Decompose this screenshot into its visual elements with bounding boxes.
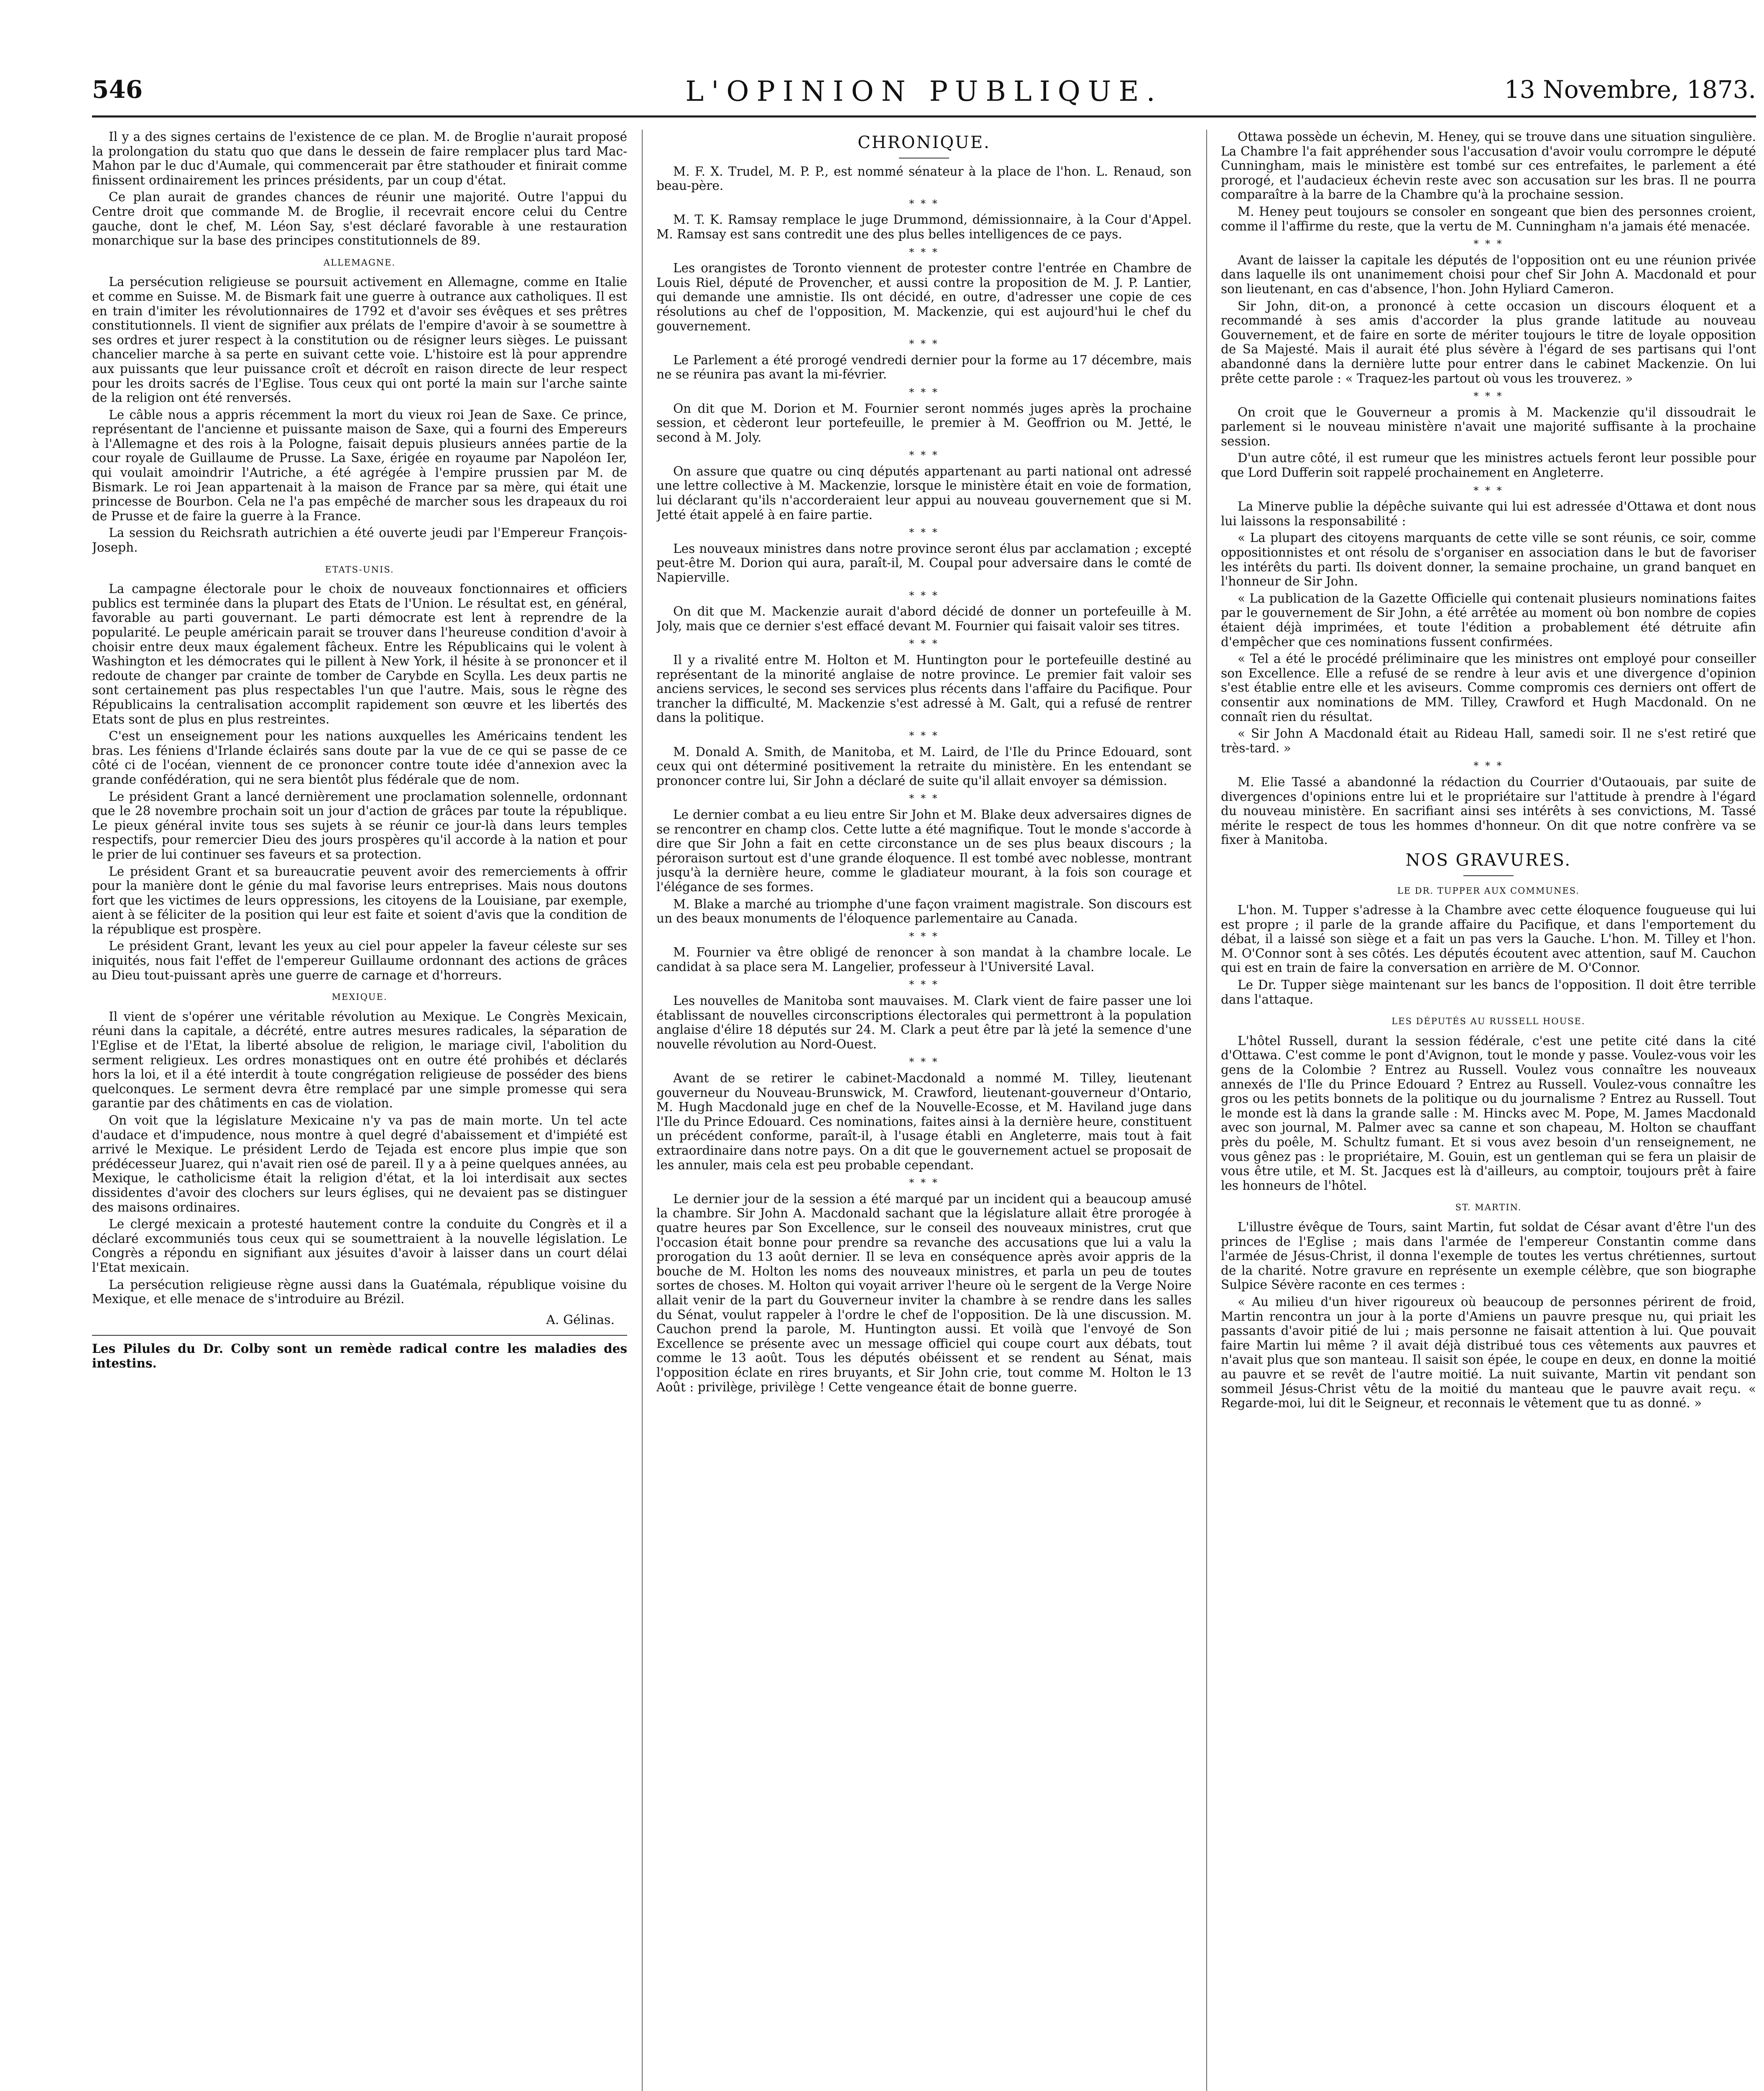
- news-item: Il y a rivalité entre M. Holton et M. Huntington pour le portefeuille destiné au représentant de la minorité anglaise de notre province. Le premier fait valoir ses anciens services, le second ses services plus récents dans l'affaire du Pacifique. Pour trancher la difficulté, M. Mackenzie s'est adressé à M. Galt, qui a refusé de rentrer dans la politique.: [656, 653, 1192, 725]
- asterism: * * *: [1473, 390, 1504, 402]
- paragraph: Le clergé mexicain a protesté hautement contre la conduite du Congrès et il a déclaré excommuniés tous ceux qui se soumettraient à la nouvelle législation. Le Congrès a répondu en signifiant aux jésuites d'avoir à laisser dans un court délai l'Etat mexicain.: [92, 1217, 627, 1275]
- asterism: * * *: [909, 638, 939, 650]
- paragraph: La campagne électorale pour le choix de nouveaux fonctionnaires et officiers publics est terminée dans la plupart des Etats de l'Union. Le résultat est, en général, favorable au parti gouvernant. Le parti démocrate est lent à reprendre de la popularité. Le peuple américain parait se trouver dans l'heureuse condition d'avoir à choisir entre deux maux également fâcheux. Entre les Républicains qui le volent à Washington et les démocrates qui le pillent à New York, il hésite à se prononcer et il redoute de changer par crainte de tomber de Carybde en Scylla. Les deux partis ne sont certainement pas plus respectables l'un que l'autre. Mais, sous le règne des Républicains la centralisation accomplit rapidement son œuvre et les libertés des Etats sont de plus en plus restreintes.: [92, 582, 627, 726]
- quoted-dispatch: « Sir John A Macdonald était au Rideau Hall, samedi soir. Il ne s'est retiré que très-tard. »: [1221, 726, 1756, 755]
- page-number: 546: [92, 75, 143, 104]
- news-item: On dit que M. Dorion et M. Fournier seront nommés juges après la prochaine session, et cèderont leur portefeuille, le premier à M. Geoffrion ou M. Jetté, le second à M. Joly.: [656, 401, 1192, 445]
- quoted-dispatch: « Tel a été le procédé préliminaire que les ministres ont employé pour conseiller son Excellence. Elle a refusé de se rendre à leur avis et une divergence d'opinion s'est établie entre elle et les aviseurs. Comme compromis ces derniers ont offert de consentir aux nominations de MM. Tilley, Crawford et Hugh Macdonald. On ne connaît rien du résultat.: [1221, 652, 1756, 724]
- paragraph: La session du Reichsrath autrichien a été ouverte jeudi par l'Empereur François-Joseph.: [92, 526, 627, 555]
- paragraph: L'hon. M. Tupper s'adresse à la Chambre avec cette éloquence fougueuse qui lui est propre ; il parle de la grande affaire du Pacifique, et dans l'emportement du débat, il a laissé son siège et a fait un pas vers la Gauche. L'hon. M. Tilley et l'hon. M. O'Connor sont à ses côtés. Les députés écoutent avec attention, sauf M. Cauchon qui est en train de faire la conversation en arrière de M. O'Connor.: [1221, 903, 1756, 975]
- paragraph: C'est un enseignement pour les nations auxquelles les Américains tendent les bras. Les féniens d'Irlande éclairés sans doute par la vue de ce qui se passe de ce côté ci de l'océan, viennent de ce prononcer contre toute idée d'annexion avec la grande confédération, qui ne sera bientôt plus fédérale que de nom.: [92, 729, 627, 787]
- news-item: M. F. X. Trudel, M. P. P., est nommé sénateur à la place de l'hon. L. Renaud, son beau-père.: [656, 164, 1192, 193]
- news-item: Les nouveaux ministres dans notre province seront élus par acclamation ; excepté peut-être M. Dorion qui aura, paraît-il, M. Coupal pour adversaire dans le comté de Napierville.: [656, 541, 1192, 585]
- subheading-st-martin: ST. MARTIN.: [1455, 1202, 1522, 1213]
- short-rule: [1463, 875, 1514, 876]
- news-item: M. Fournier va être obligé de renoncer à son mandat à la chambre locale. Le candidat à sa place sera M. Langelier, professeur à l'Université Laval.: [656, 945, 1192, 974]
- news-item: D'un autre côté, il est rumeur que les ministres actuels feront leur possible pour que Lord Dufferin soit rappelé prochainement en Angleterre.: [1221, 451, 1756, 480]
- newspaper-page: [92, 75, 1756, 2091]
- paragraph: Ce plan aurait de grandes chances de réunir une majorité. Outre l'appui du Centre droit que commande M. de Broglie, il recevrait encore celui du Centre gauche, dont le chef, M. Léon Say, s'est déclaré favorable à une restauration monarchique sur la base des principes constitutionnels de 89.: [92, 190, 627, 248]
- news-item: M. Elie Tassé a abandonné la rédaction du Courrier d'Outaouais, par suite de divergences d'opinions entre lui et le propriétaire sur l'attitude à prendre à l'égard du nouveau ministère. En sacrifiant ainsi ses intérêts à ses convictions, M. Tassé mérite le respect de tous les hommes d'honneur. On dit que notre confrère va se fixer à Manitoba.: [1221, 775, 1756, 847]
- paragraph: Il vient de s'opérer une véritable révolution au Mexique. Le Congrès Mexicain, réuni dans la capitale, a décrété, entre autres mesures radicales, la séparation de l'Eglise et de l'Etat, la liberté absolue de religion, le mariage civil, l'abolition du serment religieux. Les ordres monastiques ont en outre été prohibés et déclarés hors la loi, et il a été interdit à toute congrégation religieuse de posséder des biens quelconques. Le serment devra être remplacé par une simple promesse qui sera garantie par des châtiments en cas de violation.: [92, 1009, 627, 1111]
- column-1: [92, 130, 627, 2091]
- asterism: * * *: [909, 979, 939, 991]
- asterism: * * *: [909, 527, 939, 539]
- paragraph: « Au milieu d'un hiver rigoureux où beaucoup de personnes périrent de froid, Martin rencontra un jour à la porte d'Amiens un pauvre presque nu, qui priait les passants d'avoir pitié de lui ; mais personne ne faisait attention à lui. Que pouvait faire Martin lui même ? il avait déjà distribué tous ces vêtements aux pauvres et n'avait plus que son manteau. Il saisit son épée, le coupe en deux, en donne la moitié au pauvre et se revêt de l'autre moitié. La nuit suivante, Martin vit pendant son sommeil Jésus-Christ vêtu de la moitié du manteau que le pauvre avait reçu. « Regarde-moi, lui dit le Seigneur, et reconnais le vêtement que tu as donné. »: [1221, 1294, 1756, 1411]
- news-item: Le Parlement a été prorogé vendredi dernier pour la forme au 17 décembre, mais ne se réunira pas avant la mi-février.: [656, 353, 1192, 382]
- asterism: * * *: [909, 197, 939, 210]
- section-heading-etats-unis: ETATS-UNIS.: [325, 564, 394, 575]
- advertisement: Les Pilules du Dr. Colby sont un remède radical contre les maladies des intestins.: [92, 1341, 627, 1370]
- asterism: * * *: [909, 386, 939, 398]
- news-item: Le dernier combat a eu lieu entre Sir John et M. Blake deux adversaires dignes de se rencontrer en champ clos. Cette lutte a été magnifique. Tout le monde s'accorde à dire que Sir John a fait en cette circonstance un de ses plus beaux discours ; la péroraison surtout est d'une grande éloquence. Il est tombé avec noblesse, montrant jusqu'à la dernière heure, comme le gladiateur mourant, à la fois son courage et l'élégance de ses formes.: [656, 807, 1192, 894]
- paragraph: Le président Grant et sa bureaucratie peuvent avoir des remerciements à offrir pour la manière dont le génie du mal favorise leurs entreprises. Mais nous doutons fort que les victimes de leurs oppressions, les citoyens de la Louisiane, par exemple, aient à se féliciter de la position qui leur est faite et soient d'avis que la condition de la république est prospère.: [92, 864, 627, 936]
- asterism: * * *: [909, 930, 939, 942]
- asterism: * * *: [909, 792, 939, 805]
- asterism: * * *: [909, 246, 939, 258]
- news-item: Sir John, dit-on, a prononcé à cette occasion un discours éloquent et a recommandé à ses amis d'accorder la plus grande latitude au nouveau Gouvernement, et de faire en sorte de mériter toujours le titre de loyale opposition de Sa Majesté. Mais il aurait été plus sévère à l'égard de ses partisans qui l'ont abandonné dans la dernière lutte pour entrer dans le cabinet Mackenzie. On lui prête cette parole : « Traquez-les partout où vous les trouverez. »: [1221, 299, 1756, 386]
- page-header: [92, 75, 1756, 113]
- subheading-russell-house: LES DÉPUTÉS AU RUSSELL HOUSE.: [1391, 1016, 1585, 1027]
- news-item: Les nouvelles de Manitoba sont mauvaises. M. Clark vient de faire passer une loi établissant de nouvelles circonscriptions électorales qui permettront à la population anglaise d'élire 18 députés sur 24. M. Clark a peut être par là jeté la semence d'une nouvelle révolution au Nord-Ouest.: [656, 994, 1192, 1051]
- news-item: On assure que quatre ou cinq députés appartenant au parti national ont adressé une lettre collective à M. Mackenzie, lorsque le ministère était en voie de formation, lui déclarant qu'ils n'accorderaient leur appui au nouveau gouvernement que si M. Jetté était appelé à en faire partie.: [656, 464, 1192, 522]
- issue-date: 13 Novembre, 1873.: [1504, 75, 1756, 104]
- paragraph: Il y a des signes certains de l'existence de ce plan. M. de Broglie n'aurait proposé la prolongation du statu quo que dans le dessein de faire remplacer plus tard Mac-Mahon par le duc d'Aumale, qui commencerait par être stathouder et finirait comme finissent ordinairement les princes présidents, par un coup d'état.: [92, 130, 627, 187]
- news-item: Avant de laisser la capitale les députés de l'opposition ont eu une réunion privée dans laquelle ils ont unanimement choisi pour chef Sir John A. Macdonald et pour son lieutenant, en cas d'absence, l'hon. John Hyliard Cameron.: [1221, 253, 1756, 296]
- paragraph: On voit que la législature Mexicaine n'y va pas de main morte. Un tel acte d'audace et d'impudence, nous montre à quel degré d'abaissement et d'impiété est arrivé le Mexique. Le président Lerdo de Tejada est encore plus impie que son prédécesseur Juarez, qui n'avait rien osé de pareil. Il y a à peine quelques années, au Mexique, le catholicisme était la religion d'état, et la loi interdisait aux sectes dissidentes d'avoir des clochers sur leurs églises, qui ne devaient pas se distinguer des maisons ordinaires.: [92, 1113, 627, 1214]
- paragraph: Le câble nous a appris récemment la mort du vieux roi Jean de Saxe. Ce prince, représentant de l'ancienne et puissante maison de Saxe, qui a fourni des Empereurs à l'Allemagne et des rois à la Pologne, faisait depuis plusieurs années partie de la cour royale de Guillaume de Prusse. La Saxe, érigée en royaume par Napoléon Ier, qui voulait amoindrir l'Autriche, a été agrégée à l'empire prussien par M. de Bismark. Le roi Jean appartenait à la maison de France par sa mère, qui était une princesse de Bourbon. Cela ne l'a pas empêché de marcher sous les drapeaux du roi de Prusse et de faire la guerre à la France.: [92, 407, 627, 523]
- news-item: Avant de se retirer le cabinet-Macdonald a nommé M. Tilley, lieutenant gouverneur du Nouveau-Brunswick, M. Crawford, lieutenant-gouverneur d'Ontario, M. Hugh Macdonald juge en chef de la Nouvelle-Ecosse, et M. Haviland juge dans l'Ile du Prince Edouard. Ces nominations, faites ainsi à la dernière heure, constituent un précédent conforme, paraît-il, à l'usage établi en Angleterre, mais tout à fait extraordinaire dans notre pays. On a dit que le gouvernement actuel se proposait de les annuler, mais cela est peu probable cependant.: [656, 1071, 1192, 1172]
- column-2: [656, 130, 1192, 2091]
- column-3: [1221, 130, 1756, 2091]
- news-item: La Minerve publie la dépêche suivante qui lui est adressée d'Ottawa et dont nous lui laissons la responsabilité :: [1221, 499, 1756, 528]
- asterism: * * *: [909, 729, 939, 741]
- nos-gravures-heading: NOS GRAVURES.: [1405, 850, 1572, 870]
- asterism: * * *: [909, 449, 939, 461]
- asterism: * * *: [909, 589, 939, 601]
- news-item: M. Donald A. Smith, de Manitoba, et M. Laird, de l'Ile du Prince Edouard, sont ceux qui ont déterminé positivement la retraite du ministère. En les entendant se prononcer contre lui, Sir John a déclaré de suite qu'il allait envoyer sa démission.: [656, 744, 1192, 788]
- column-divider-2: [1206, 130, 1207, 2091]
- chronique-heading: CHRONIQUE.: [858, 133, 990, 152]
- asterism: * * *: [909, 1177, 939, 1189]
- asterism: * * *: [1473, 484, 1504, 496]
- news-item: Le dernier jour de la session a été marqué par un incident qui a beaucoup amusé la chambre. Sir John A. Macdonald sachant que la législature allait être prorogée à quatre heures par Son Excellence, sur le conseil des nouveaux ministres, crut que l'occasion était bonne pour prendre sa revanche des accusations que lui a valu la prorogation du 13 août dernier. Il se leva en conséquence après avoir appris de la bouche de M. Holton les noms des nouveaux ministres, et parla un peu de toutes sortes de choses. M. Holton qui voyait arriver l'heure où le sergent de la Verge Noire allait venir de la part du Gouverneur inviter la chambre à se rendre dans les salles du Sénat, voulut rappeler à l'ordre le chef de l'opposition. De là une discussion. M. Cauchon prend la parole, M. Huntington aussi. Et voilà que l'envoyé de Son Excellence se présente avec un message officiel qui coupe court aux débats, tout comme le 13 août. Tous les députés obéissent et se rendent au Sénat, mais l'opposition éclate en rires bruyants, et Sir John crie, tout comme M. Holton le 13 Août : privilège, privilège ! Cette vengeance était de bonne guerre.: [656, 1191, 1192, 1394]
- asterism: * * *: [909, 338, 939, 350]
- news-item: M. Heney peut toujours se consoler en songeant que bien des personnes croient, comme il l'affirme du reste, que la vertu de M. Cunningham n'a jamais été menacée.: [1221, 204, 1756, 233]
- asterism: * * *: [909, 1056, 939, 1068]
- quoted-dispatch: « La plupart des citoyens marquants de cette ville se sont réunis, ce soir, comme oppositionnistes et ont résolu de s'organiser en association dans le but de favoriser les intérêts du parti. Ils doivent donner, la semaine prochaine, un grand banquet en l'honneur de Sir John.: [1221, 531, 1756, 589]
- subheading-tupper: LE DR. TUPPER AUX COMMUNES.: [1397, 885, 1580, 896]
- news-item: M. T. K. Ramsay remplace le juge Drummond, démissionnaire, à la Cour d'Appel. M. Ramsay est sans contredit une des plus belles intelligences de ce pays.: [656, 212, 1192, 241]
- divider: [92, 1335, 627, 1336]
- paragraph: La persécution religieuse se poursuit activement en Allemagne, comme en Italie et comme en Suisse. M. de Bismark fait une guerre à outrance aux catholiques. Il est en train d'imiter les révolutionnaires de 1792 et d'avoir ses évêques et ses prêtres constitutionnels. Il vient de signifier aux prélats de l'empire d'avoir à se soumettre à ses ordres et jurer respect à la constitution ou de résigner leurs sièges. Le puissant chancelier marche à sa perte en suivant cette voie. L'histoire est là pour apprendre aux puissants que leur puissance croît et décroît en raison directe de leur respect pour les droits sacrés de l'Eglise. Tous ceux qui ont porté la main sur l'arche sainte de la religion ont été renversés.: [92, 275, 627, 405]
- signature: A. Gélinas.: [546, 1312, 615, 1327]
- news-item: Ottawa possède un échevin, M. Heney, qui se trouve dans une situation singulière. La Chambre l'a fait appréhender sous l'accusation d'avoir voulu corrompre le député Cunningham, mais le ministère est tombé sur ces entrefaites, le parlement a été prorogé, et l'audacieux échevin reste avec son accusation sur les bras. Il ne pourra comparaître à la barre de la Chambre qu'à la prochaine session.: [1221, 130, 1756, 202]
- paragraph: Le Dr. Tupper siège maintenant sur les bancs de l'opposition. Il doit être terrible dans l'attaque.: [1221, 978, 1756, 1007]
- paragraph: L'hôtel Russell, durant la session fédérale, c'est une petite cité dans la cité d'Ottawa. C'est comme le pont d'Avignon, tout le monde y passe. Voulez-vous voir les gens de la Colombie ? Entrez au Russell. Voulez vous connaître les nouveaux annexés de l'Ile du Prince Edouard ? Entrez au Russell. Voulez-vous connaître les gros ou les petits bonnets de la politique ou du journalisme ? Entrez au Russell. Tout le monde est là dans la grande salle : M. Hincks avec M. Pope, M. James Macdonald avec son journal, M. Palmer avec sa canne et son chapeau, M. Holton se chauffant près du poêle, M. Schultz fumant. Et si vous avez besoin d'un renseignement, ne vous gênez pas : le propriétaire, M. Gouin, est un gentleman qui se fera un plaisir de vous être utile, et M. St. Jacques est là d'ailleurs, au comptoir, toujours prêt à faire les honneurs de l'hôtel.: [1221, 1033, 1756, 1193]
- quoted-dispatch: « La publication de la Gazette Officielle qui contenait plusieurs nominations faites par le gouvernement de Sir John, a été arrêtée au moment où bon nombre de copies étaient déjà imprimées, et toute l'édition a probablement été détruite afin d'empêcher que ces nominations fussent confirmées.: [1221, 591, 1756, 649]
- asterism: * * *: [1473, 238, 1504, 250]
- news-item: On dit que M. Mackenzie aurait d'abord décidé de donner un portefeuille à M. Joly, mais que ce dernier s'est effacé devant M. Fournier qui faisait valoir ses titres.: [656, 604, 1192, 633]
- column-divider-1: [642, 130, 643, 2091]
- paragraph: L'illustre évêque de Tours, saint Martin, fut soldat de César avant d'être l'un des princes de l'Eglise ; mais dans l'armée de l'empereur Constantin comme dans l'armée de Jésus-Christ, il donna l'exemple de toutes les vertus chrétiennes, surtout de la charité. Notre gravure en représente un exemple célèbre, que son biographe Sulpice Sévère raconte en ces termes :: [1221, 1219, 1756, 1292]
- header-rule: [92, 115, 1756, 118]
- paragraph: Le président Grant a lancé dernièrement une proclamation solennelle, ordonnant que le 28 novembre prochain soit un jour d'action de grâces par toute la république. Le pieux général invite tous ses sujets à se réunir ce jour-là dans leurs temples respectifs, pour remercier Dieu des jours prospères qu'il accorde à la nation et pour le prier de lui continuer ses faveurs et sa protection.: [92, 789, 627, 861]
- asterism: * * *: [1473, 760, 1504, 772]
- masthead-title: L'OPINION PUBLIQUE.: [685, 75, 1163, 107]
- news-item: Les orangistes de Toronto viennent de protester contre l'entrée en Chambre de Louis Riel, député de Provencher, et aussi contre la proposition de M. J. P. Lantier, qui demande une amnistie. Ils ont décidé, en outre, d'adresser une copie de ces résolutions au chef de l'opposition, M. Mackenzie, qui est aujourd'hui le chef du gouvernement.: [656, 261, 1192, 333]
- news-item: M. Blake a marché au triomphe d'une façon vraiment magistrale. Son discours est un des beaux monuments de l'éloquence parlementaire au Canada.: [656, 897, 1192, 926]
- paragraph: La persécution religieuse règne aussi dans la Guatémala, république voisine du Mexique, et elle menace de s'introduire au Brézil.: [92, 1277, 627, 1306]
- section-heading-allemagne: ALLEMAGNE.: [323, 257, 396, 268]
- news-item: On croit que le Gouverneur a promis à M. Mackenzie qu'il dissoudrait le parlement si le nouveau ministère n'avait une majorité suffisante à la prochaine session.: [1221, 405, 1756, 448]
- section-heading-mexique: MEXIQUE.: [332, 992, 388, 1002]
- paragraph: Le président Grant, levant les yeux au ciel pour appeler la faveur céleste sur ses iniquités, nous fait l'effet de l'empereur Guillaume ordonnant des actions de grâces au Dieu tout-puissant après une guerre de carnage et d'horreurs.: [92, 939, 627, 982]
